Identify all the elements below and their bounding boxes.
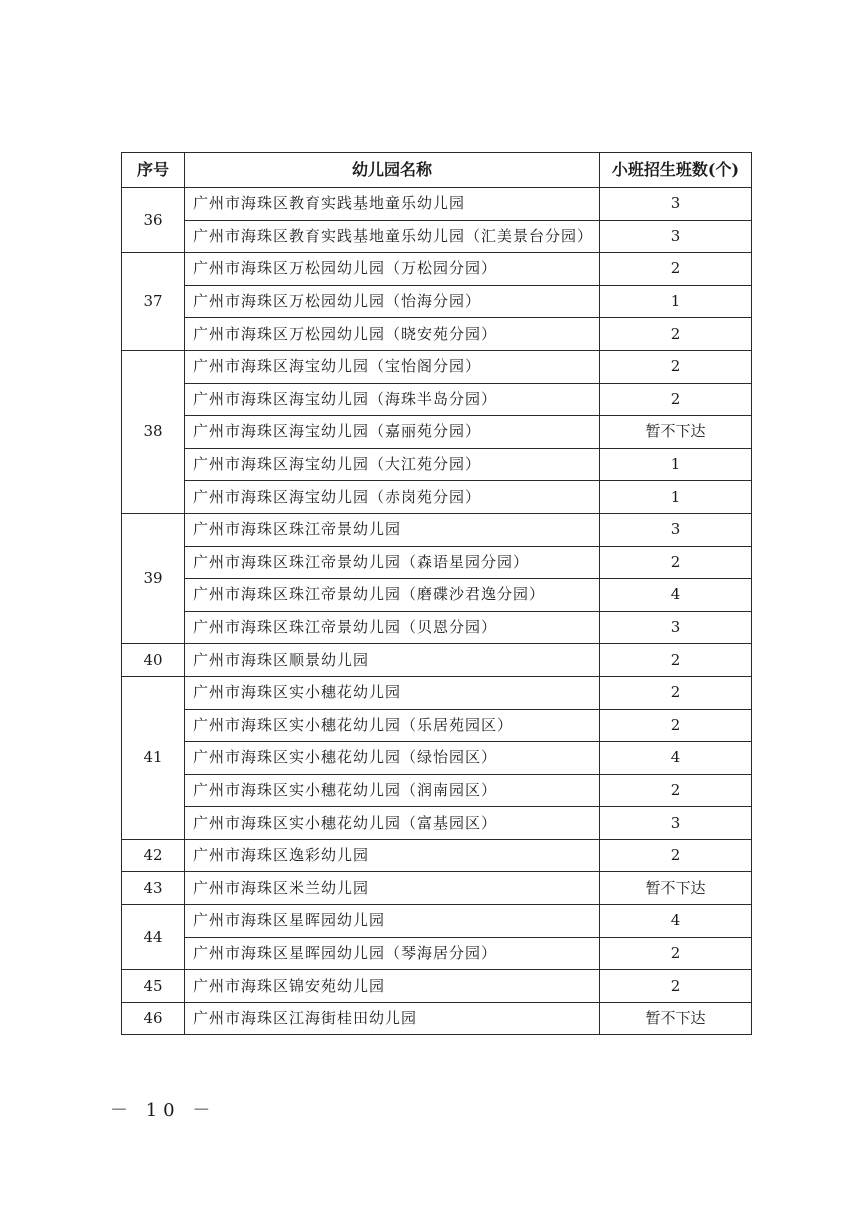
table-row <box>122 872 752 905</box>
table-row <box>122 644 752 677</box>
class-count-cell: 2 <box>600 644 752 677</box>
class-count-cell: 1 <box>600 481 752 514</box>
kindergarten-table <box>121 152 752 1035</box>
serial-number-cell: 46 <box>122 1002 185 1035</box>
kindergarten-name-cell: 广州市海珠区万松园幼儿园（晓安苑分园） <box>185 318 600 351</box>
table-row <box>122 611 752 644</box>
table-row <box>122 1002 752 1035</box>
class-count-cell: 2 <box>600 383 752 416</box>
class-count-cell: 2 <box>600 774 752 807</box>
table-row <box>122 905 752 938</box>
class-count-cell: 2 <box>600 546 752 579</box>
kindergarten-name-cell: 广州市海珠区珠江帝景幼儿园（森语星园分园） <box>185 546 600 579</box>
kindergarten-name-cell: 广州市海珠区珠江帝景幼儿园 <box>185 513 600 546</box>
kindergarten-name-cell: 广州市海珠区珠江帝景幼儿园（贝恩分园） <box>185 611 600 644</box>
table-row <box>122 481 752 514</box>
table-row <box>122 448 752 481</box>
class-count-cell: 2 <box>600 709 752 742</box>
table-row <box>122 709 752 742</box>
kindergarten-name-cell: 广州市海珠区实小穗花幼儿园（乐居苑园区） <box>185 709 600 742</box>
table-row <box>122 839 752 872</box>
class-count-cell: 2 <box>600 318 752 351</box>
kindergarten-name-cell: 广州市海珠区教育实践基地童乐幼儿园 <box>185 188 600 221</box>
kindergarten-name-cell: 广州市海珠区米兰幼儿园 <box>185 872 600 905</box>
class-count-cell: 2 <box>600 676 752 709</box>
class-count-cell: 4 <box>600 579 752 612</box>
serial-number-cell: 39 <box>122 513 185 643</box>
table-row <box>122 546 752 579</box>
serial-number-cell: 43 <box>122 872 185 905</box>
kindergarten-name-cell: 广州市海珠区实小穗花幼儿园 <box>185 676 600 709</box>
class-count-cell: 3 <box>600 611 752 644</box>
table-row <box>122 513 752 546</box>
serial-number-cell: 36 <box>122 188 185 253</box>
class-count-cell: 4 <box>600 742 752 775</box>
kindergarten-name-cell: 广州市海珠区星晖园幼儿园 <box>185 905 600 938</box>
serial-number-cell: 42 <box>122 839 185 872</box>
class-count-cell: 3 <box>600 188 752 221</box>
kindergarten-name-cell: 广州市海珠区实小穗花幼儿园（绿怡园区） <box>185 742 600 775</box>
kindergarten-name-cell: 广州市海珠区江海街桂田幼儿园 <box>185 1002 600 1035</box>
header-class-count: 小班招生班数(个) <box>600 153 752 188</box>
kindergarten-name-cell: 广州市海珠区星晖园幼儿园（琴海居分园） <box>185 937 600 970</box>
class-count-cell: 暂不下达 <box>600 416 752 449</box>
class-count-cell: 2 <box>600 839 752 872</box>
class-count-cell: 3 <box>600 220 752 253</box>
serial-number-cell: 44 <box>122 905 185 970</box>
table-row <box>122 676 752 709</box>
class-count-cell: 1 <box>600 448 752 481</box>
serial-number-cell: 41 <box>122 676 185 839</box>
kindergarten-name-cell: 广州市海珠区教育实践基地童乐幼儿园（汇美景台分园） <box>185 220 600 253</box>
serial-number-cell: 40 <box>122 644 185 677</box>
kindergarten-name-cell: 广州市海珠区海宝幼儿园（宝怡阁分园） <box>185 350 600 383</box>
kindergarten-name-cell: 广州市海珠区海宝幼儿园（大江苑分园） <box>185 448 600 481</box>
table-row <box>122 970 752 1003</box>
class-count-cell: 2 <box>600 970 752 1003</box>
class-count-cell: 4 <box>600 905 752 938</box>
kindergarten-name-cell: 广州市海珠区实小穗花幼儿园（富基园区） <box>185 807 600 840</box>
table-header-row <box>122 153 752 188</box>
kindergarten-name-cell: 广州市海珠区海宝幼儿园（嘉丽苑分园） <box>185 416 600 449</box>
table-row <box>122 285 752 318</box>
class-count-cell: 暂不下达 <box>600 1002 752 1035</box>
kindergarten-name-cell: 广州市海珠区实小穗花幼儿园（润南园区） <box>185 774 600 807</box>
kindergarten-name-cell: 广州市海珠区锦安苑幼儿园 <box>185 970 600 1003</box>
class-count-cell: 2 <box>600 937 752 970</box>
class-count-cell: 2 <box>600 350 752 383</box>
page-number: － 10 － <box>110 1100 217 1121</box>
header-serial-number: 序号 <box>122 153 185 188</box>
table-row <box>122 416 752 449</box>
table-row <box>122 807 752 840</box>
class-count-cell: 3 <box>600 513 752 546</box>
table-row <box>122 350 752 383</box>
serial-number-cell: 38 <box>122 350 185 513</box>
kindergarten-name-cell: 广州市海珠区海宝幼儿园（赤岗苑分园） <box>185 481 600 514</box>
table-body <box>122 188 752 1035</box>
table-row <box>122 383 752 416</box>
kindergarten-name-cell: 广州市海珠区顺景幼儿园 <box>185 644 600 677</box>
table-row <box>122 774 752 807</box>
table-row <box>122 188 752 221</box>
class-count-cell: 暂不下达 <box>600 872 752 905</box>
table-row <box>122 579 752 612</box>
table-row <box>122 318 752 351</box>
table-row <box>122 742 752 775</box>
serial-number-cell: 45 <box>122 970 185 1003</box>
table-row <box>122 937 752 970</box>
header-kindergarten-name: 幼儿园名称 <box>185 153 600 188</box>
kindergarten-name-cell: 广州市海珠区万松园幼儿园（万松园分园） <box>185 253 600 286</box>
table-row <box>122 220 752 253</box>
table-row <box>122 253 752 286</box>
kindergarten-name-cell: 广州市海珠区万松园幼儿园（怡海分园） <box>185 285 600 318</box>
kindergarten-name-cell: 广州市海珠区逸彩幼儿园 <box>185 839 600 872</box>
serial-number-cell: 37 <box>122 253 185 351</box>
class-count-cell: 1 <box>600 285 752 318</box>
kindergarten-name-cell: 广州市海珠区珠江帝景幼儿园（磨碟沙君逸分园） <box>185 579 600 612</box>
kindergarten-name-cell: 广州市海珠区海宝幼儿园（海珠半岛分园） <box>185 383 600 416</box>
class-count-cell: 2 <box>600 253 752 286</box>
class-count-cell: 3 <box>600 807 752 840</box>
